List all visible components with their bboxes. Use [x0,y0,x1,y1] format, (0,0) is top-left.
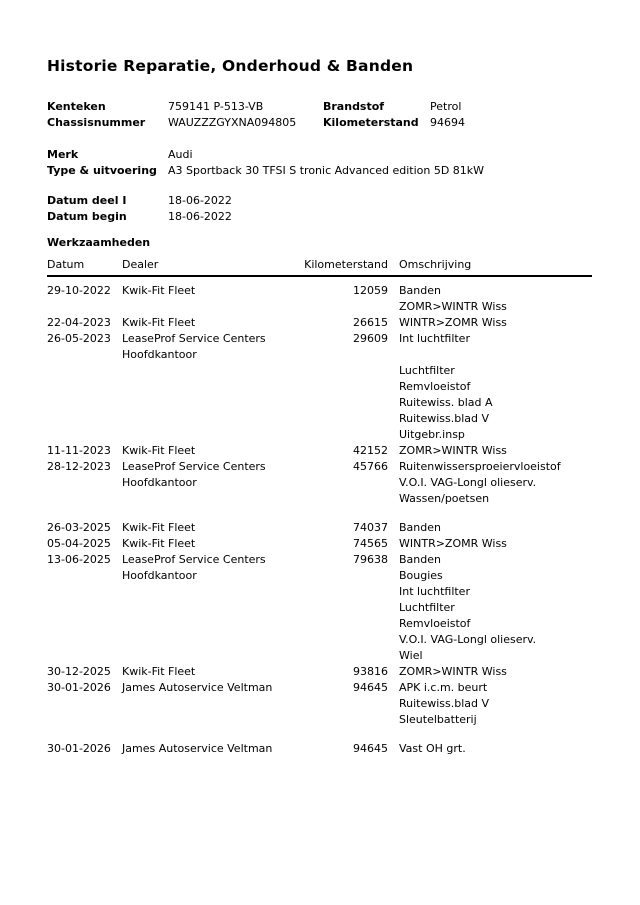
datum-begin-value: 18-06-2022 [168,210,232,223]
row-omschrijving-line: Ruitewiss. blad A [399,396,493,409]
row-omschrijving-line: WINTR>ZOMR Wiss [399,537,507,550]
table-row [47,741,592,757]
kenteken-label: Kenteken [47,100,106,113]
type-uitvoering-value: A3 Sportback 30 TFSI S tronic Advanced edition 5D 81kW [168,164,485,177]
row-kilometerstand [297,331,388,443]
col-header-kilometerstand: Kilometerstand [304,258,388,271]
table-row [47,552,592,664]
row-omschrijving-line: Wiel [399,649,423,662]
row-kilometerstand [297,443,388,459]
info-row-type-uitvoering [47,163,592,179]
row-omschrijving-line: ZOMR>WINTR Wiss [399,665,507,678]
row-omschrijving-line: WINTR>ZOMR Wiss [399,316,507,329]
datum-deel-1-label: Datum deel I [47,194,127,207]
table-header [47,257,592,277]
row-dealer [122,536,297,552]
kilometerstand-value: 94694 [430,116,465,129]
row-dealer-line: LeaseProf Service Centers [122,553,266,566]
row-omschrijving-line: Banden [399,284,441,297]
dates-info-block [47,193,592,225]
row-datum [47,680,122,728]
kilometerstand-label: Kilometerstand [323,116,419,129]
row-omschrijving-line: ZOMR>WINTR Wiss [399,444,507,457]
row-datum [47,741,122,757]
row-datum-line: 05-04-2025 [47,537,111,550]
row-omschrijving-line: V.O.I. VAG-Longl olieserv. [399,476,537,489]
row-dealer-line: Kwik-Fit Fleet [122,521,196,534]
table-row [47,520,592,536]
row-dealer [122,741,297,757]
row-dealer [122,552,297,664]
table-row [47,283,592,315]
row-omschrijving-line [399,347,592,363]
page-title: Historie Reparatie, Onderhoud & Banden [47,57,414,75]
row-dealer [122,664,297,680]
row-omschrijving [388,552,592,664]
row-omschrijving [388,680,592,728]
chassisnummer-value: WAUZZZGYXNA094805 [168,116,297,129]
row-kilometerstand-line: 74565 [353,537,388,550]
brandstof-label: Brandstof [323,100,385,113]
table-row [47,331,592,443]
kenteken-value: 759141 P-513-VB [168,100,264,113]
row-dealer [122,520,297,536]
work-table [47,257,592,757]
row-datum-line: 13-06-2025 [47,553,111,566]
datum-begin-label: Datum begin [47,210,127,223]
col-header-omschrijving: Omschrijving [399,258,472,271]
info-row-kenteken-brandstof [47,99,592,115]
row-kilometerstand-line: 29609 [353,332,388,345]
type-uitvoering-label: Type & uitvoering [47,164,157,177]
row-kilometerstand [297,283,388,315]
table-row [47,443,592,459]
row-datum [47,664,122,680]
row-datum [47,459,122,507]
row-datum-line: 26-05-2023 [47,332,111,345]
datum-deel-1-value: 18-06-2022 [168,194,232,207]
row-kilometerstand [297,680,388,728]
row-kilometerstand-line: 42152 [353,444,388,457]
row-dealer-line: Kwik-Fit Fleet [122,444,196,457]
row-omschrijving-line: Uitgebr.insp [399,428,465,441]
row-omschrijving-line: Ruitewiss.blad V [399,412,490,425]
vehicle-info-block [47,99,592,131]
row-datum-line: 29-10-2022 [47,284,111,297]
row-datum-line: 28-12-2023 [47,460,111,473]
row-dealer [122,680,297,728]
row-omschrijving-line: Luchtfilter [399,364,455,377]
row-datum-line: 30-12-2025 [47,665,111,678]
row-omschrijving-line: Int luchtfilter [399,585,470,598]
row-kilometerstand-line: 93816 [353,665,388,678]
row-omschrijving-line: Banden [399,521,441,534]
row-omschrijving [388,520,592,536]
row-datum [47,520,122,536]
info-row-datum-deel-1 [47,193,592,209]
row-kilometerstand-line: 79638 [353,553,388,566]
chassisnummer-label: Chassisnummer [47,116,146,129]
row-omschrijving [388,536,592,552]
brandstof-value: Petrol [430,100,462,113]
row-omschrijving-line: Int luchtfilter [399,332,470,345]
row-omschrijving-line: Luchtfilter [399,601,455,614]
row-datum-line: 30-01-2026 [47,681,111,694]
info-row-chassis-kilometerstand [47,115,592,131]
row-omschrijving-line: V.O.I. VAG-Longl olieserv. [399,633,537,646]
table-row [47,680,592,728]
row-dealer [122,331,297,443]
row-dealer [122,459,297,507]
model-info-block [47,147,592,179]
row-datum-line: 30-01-2026 [47,742,111,755]
row-datum [47,315,122,331]
row-omschrijving-line: Ruitewiss.blad V [399,697,490,710]
col-header-datum: Datum [47,258,85,271]
row-datum [47,331,122,443]
row-kilometerstand [297,459,388,507]
row-datum [47,552,122,664]
row-dealer-line: Kwik-Fit Fleet [122,665,196,678]
row-kilometerstand [297,664,388,680]
row-dealer [122,315,297,331]
merk-label: Merk [47,148,79,161]
row-dealer-line: Kwik-Fit Fleet [122,316,196,329]
row-omschrijving [388,315,592,331]
row-kilometerstand-line: 94645 [353,742,388,755]
row-dealer-line: Hoofdkantoor [122,348,197,361]
row-kilometerstand-line: 45766 [353,460,388,473]
row-omschrijving-line: Vast OH grt. [399,742,466,755]
row-omschrijving [388,741,592,757]
row-datum [47,443,122,459]
section-title-werkzaamheden: Werkzaamheden [47,236,151,249]
table-row [47,315,592,331]
row-omschrijving-line: Sleutelbatterij [399,713,477,726]
merk-value: Audi [168,148,193,161]
row-kilometerstand [297,536,388,552]
work-rows [47,277,592,757]
row-omschrijving-line: ZOMR>WINTR Wiss [399,300,507,313]
row-kilometerstand-line: 74037 [353,521,388,534]
row-omschrijving-line: Bougies [399,569,443,582]
row-kilometerstand [297,315,388,331]
row-kilometerstand [297,552,388,664]
row-datum-line: 11-11-2023 [47,444,111,457]
row-omschrijving [388,443,592,459]
row-dealer-line: LeaseProf Service Centers [122,332,266,345]
row-dealer-line: Kwik-Fit Fleet [122,537,196,550]
row-omschrijving [388,283,592,315]
row-dealer-line: Kwik-Fit Fleet [122,284,196,297]
row-dealer-line: Hoofdkantoor [122,569,197,582]
row-dealer-line: Hoofdkantoor [122,476,197,489]
row-datum [47,283,122,315]
row-dealer-line: James Autoservice Veltman [122,681,273,694]
row-dealer-line: James Autoservice Veltman [122,742,273,755]
row-omschrijving [388,459,592,507]
row-dealer [122,283,297,315]
row-dealer [122,443,297,459]
table-row [47,664,592,680]
row-kilometerstand [297,520,388,536]
row-datum-line: 22-04-2023 [47,316,111,329]
row-omschrijving [388,331,592,443]
row-dealer-line: LeaseProf Service Centers [122,460,266,473]
row-datum [47,536,122,552]
row-omschrijving-line: Ruitenwissersproeiervloeistof [399,460,561,473]
row-omschrijving-line: Banden [399,553,441,566]
table-row [47,459,592,507]
row-kilometerstand [297,741,388,757]
info-row-datum-begin [47,209,592,225]
col-header-dealer: Dealer [122,258,159,271]
row-omschrijving-line: Wassen/poetsen [399,492,490,505]
row-omschrijving-line: APK i.c.m. beurt [399,681,488,694]
table-row [47,536,592,552]
row-kilometerstand-line: 94645 [353,681,388,694]
row-kilometerstand-line: 26615 [353,316,388,329]
row-datum-line: 26-03-2025 [47,521,111,534]
info-row-merk [47,147,592,163]
row-kilometerstand-line: 12059 [353,284,388,297]
row-omschrijving-line: Remvloeistof [399,380,471,393]
row-omschrijving-line: Remvloeistof [399,617,471,630]
row-omschrijving [388,664,592,680]
